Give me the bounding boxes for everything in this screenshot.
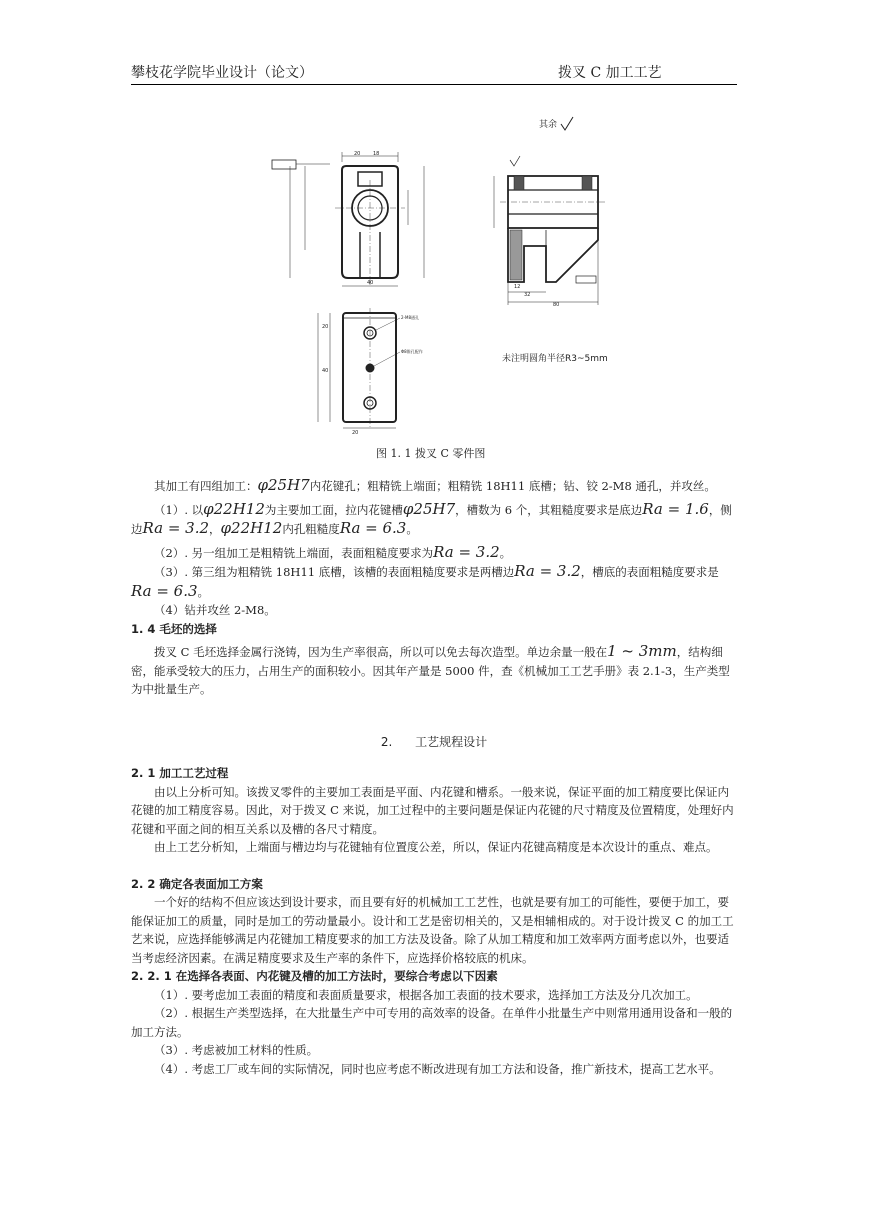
paragraph-8: 由上工艺分析知，上端面与槽边均与花键轴有位置度公差，所以，保证内花键高精度是本次设计的重点、难点。 [154, 840, 718, 854]
paragraph-6: 拨叉 C 毛坯选择金属行浇铸，因为生产率很高，所以可以免去每次造型。单边余量一般在1 ~ 3mm，结构细密，能承受较大的压力，占用生产的面积较小。因其年产量是 5000 件，查《机械加工工艺手册》表 2.1-3，生产类型为中批量生产。 [131, 642, 730, 696]
body-top [131, 476, 737, 699]
fillet-note: 未注明圆角半径R3~5mm [502, 354, 608, 364]
dim-plan-width: 20 [352, 430, 359, 436]
roughness-label: 其余 [539, 120, 558, 130]
plan-view [318, 308, 423, 436]
paragraph-1: 其加工有四组加工：φ25H7内花键孔；粗精铣上端面；粗精铣 18H11 底槽；钻、铰 2-M8 通孔，并攻丝。 [154, 476, 716, 494]
figure-caption: 图 1. 1 拨叉 C 零件图 [376, 447, 486, 460]
dim-front-width: 40 [367, 280, 374, 286]
paragraph-12: （3）. 考虑被加工材料的性质。 [154, 1043, 319, 1057]
front-view [272, 151, 424, 286]
dim-front-top-b: 18 [373, 151, 380, 157]
hole-note-b: Φ8锥孔配作 [401, 349, 423, 354]
paragraph-2: （1）. 以φ22H12为主要加工面，拉内花键槽φ25H7，槽数为 6 个，其粗糙度要求是底边Ra = 1.6，侧边Ra = 3.2，φ22H12内孔粗糙度Ra = 6.3。 [131, 499, 732, 537]
header-left: 攀枝花学院毕业设计（论文） [131, 65, 313, 81]
dim-plan-mid: 40 [322, 368, 329, 374]
dim-side-a: 12 [514, 284, 521, 290]
heading-1-4: 1. 4 毛坯的选择 [131, 621, 217, 636]
part-drawing [0, 0, 869, 470]
paragraph-7: 由以上分析可知。该拨叉零件的主要加工表面是平面、内花键和槽系。一般来说，保证平面的加工精度要比保证内花键的加工精度容易。因此，对于拨叉 C 来说，加工过程中的主要问题是保证内花键的尺寸精度及位置精度，处理好内花键和平面之间的相互关系以及槽的各尺寸精度。 [131, 784, 734, 836]
header-right: 拨叉 C 加工工艺 [558, 65, 662, 81]
dim-side-b: 32 [524, 292, 531, 298]
paragraph-5: （4）钻并攻丝 2-M8。 [154, 603, 276, 617]
paragraph-3: （2）. 另一组加工是粗精铣上端面，表面粗糙度要求为Ra = 3.2。 [154, 542, 512, 561]
dim-front-top-a: 20 [354, 151, 361, 157]
paragraph-4: （3）. 第三组为粗精铣 18H11 底槽，该槽的表面粗糙度要求是两槽边Ra = 3.2，槽底的表面粗糙度要求是Ra = 6.3。 [131, 562, 719, 600]
side-view [494, 156, 605, 308]
chapter-heading: 2. 工艺规程设计 [380, 735, 488, 749]
paragraph-9: 一个好的结构不但应该达到设计要求，而且要有好的机械加工工艺性，也就是要有加工的可能性，要便于加工，要能保证加工的质量，同时是加工的劳动量最小。设计和工艺是密切相关的，又是相辅相成的。对于设计拨叉 C 的加工工艺来说，应选择能够满足内花键加工精度要求的加工方法及设备。除了从加工精度和加工效率两方面考虑以外，也要适当考虑经济因素。在满足精度要求及生产率的条件下，应选择价格较底的机床。 [131, 895, 734, 965]
heading-2-2-1: 2. 2. 1 在选择各表面、内花键及槽的加工方法时，要综合考虑以下因素 [131, 969, 498, 983]
dim-side-length: 80 [553, 302, 560, 308]
heading-2-2: 2. 2 确定各表面加工方案 [131, 876, 263, 891]
body-bottom [131, 764, 737, 1078]
hole-note-a: 2-M8通孔 [401, 315, 419, 320]
paragraph-10: （1）. 要考虑加工表面的精度和表面质量要求，根据各加工表面的技术要求，选择加工方法及分几次加工。 [154, 987, 698, 1002]
roughness-symbol [561, 117, 573, 130]
heading-2-1: 2. 1 加工工艺过程 [131, 766, 229, 780]
dim-plan-top: 20 [322, 324, 329, 330]
paragraph-11: （2）. 根据生产类型选择，在大批量生产中可专用的高效率的设备。在单件小批量生产中则常用通用设备和一般的加工方法。 [131, 1006, 733, 1039]
paragraph-13: （4）. 考虑工厂或车间的实际情况，同时也应考虑不断改进现有加工方法和设备，推广新技术，提高工艺水平。 [154, 1061, 721, 1076]
